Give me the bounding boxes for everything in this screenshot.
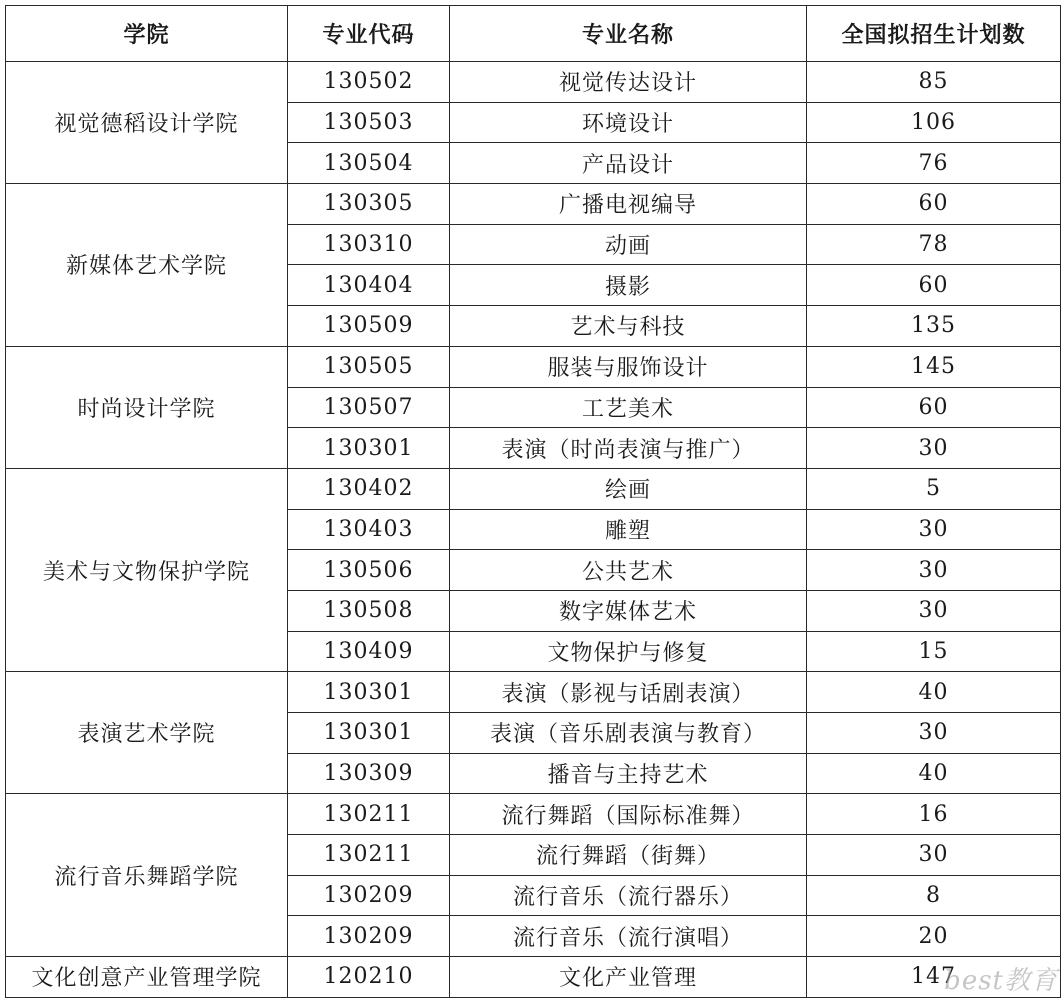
enrollment-count-cell: 30 xyxy=(807,509,1061,550)
major-name-cell: 表演（时尚表演与推广） xyxy=(450,428,807,469)
major-name-cell: 服装与服饰设计 xyxy=(450,346,807,387)
major-name-cell: 流行音乐（流行器乐） xyxy=(450,875,807,916)
major-name-cell: 播音与主持艺术 xyxy=(450,753,807,794)
enrollment-count-cell: 5 xyxy=(807,468,1061,509)
enrollment-count-cell: 106 xyxy=(807,102,1061,143)
enrollment-count-cell: 76 xyxy=(807,143,1061,184)
enrollment-count-cell: 60 xyxy=(807,184,1061,225)
college-cell: 美术与文物保护学院 xyxy=(6,468,288,671)
major-name-cell: 环境设计 xyxy=(450,102,807,143)
table-row xyxy=(6,794,1061,835)
major-name-cell: 艺术与科技 xyxy=(450,306,807,347)
major-code-cell: 130404 xyxy=(288,265,450,306)
table-row xyxy=(6,468,1061,509)
major-code-cell: 130403 xyxy=(288,509,450,550)
major-name-cell: 流行舞蹈（国际标准舞） xyxy=(450,794,807,835)
enrollment-count-cell: 147 xyxy=(807,957,1061,998)
enrollment-count-cell: 85 xyxy=(807,62,1061,103)
major-code-cell: 130504 xyxy=(288,143,450,184)
header-major-code: 专业代码 xyxy=(288,6,450,62)
major-code-cell: 130505 xyxy=(288,346,450,387)
college-cell: 文化创意产业管理学院 xyxy=(6,957,288,998)
enrollment-count-cell: 20 xyxy=(807,916,1061,957)
enrollment-count-cell: 8 xyxy=(807,875,1061,916)
major-name-cell: 文物保护与修复 xyxy=(450,631,807,672)
college-cell: 新媒体艺术学院 xyxy=(6,184,288,347)
table-row xyxy=(6,184,1061,225)
enrollment-count-cell: 40 xyxy=(807,672,1061,713)
major-code-cell: 130211 xyxy=(288,794,450,835)
major-code-cell: 130502 xyxy=(288,62,450,103)
major-name-cell: 文化产业管理 xyxy=(450,957,807,998)
major-name-cell: 广播电视编导 xyxy=(450,184,807,225)
major-name-cell: 流行舞蹈（街舞） xyxy=(450,835,807,876)
major-code-cell: 130209 xyxy=(288,916,450,957)
enrollment-count-cell: 30 xyxy=(807,428,1061,469)
enrollment-count-cell: 60 xyxy=(807,265,1061,306)
enrollment-count-cell: 78 xyxy=(807,224,1061,265)
enrollment-count-cell: 40 xyxy=(807,753,1061,794)
enrollment-count-cell: 30 xyxy=(807,550,1061,591)
major-code-cell: 130301 xyxy=(288,713,450,754)
major-code-cell: 130305 xyxy=(288,184,450,225)
enrollment-count-cell: 15 xyxy=(807,631,1061,672)
major-code-cell: 120210 xyxy=(288,957,450,998)
major-name-cell: 绘画 xyxy=(450,468,807,509)
major-code-cell: 130506 xyxy=(288,550,450,591)
major-code-cell: 130209 xyxy=(288,875,450,916)
major-code-cell: 130211 xyxy=(288,835,450,876)
header-enrollment-count: 全国拟招生计划数 xyxy=(807,6,1061,62)
major-name-cell: 公共艺术 xyxy=(450,550,807,591)
enrollment-count-cell: 135 xyxy=(807,306,1061,347)
major-name-cell: 表演（影视与话剧表演） xyxy=(450,672,807,713)
enrollment-count-cell: 30 xyxy=(807,590,1061,631)
header-row xyxy=(6,6,1061,62)
enrollment-count-cell: 60 xyxy=(807,387,1061,428)
table-row xyxy=(6,346,1061,387)
college-cell: 流行音乐舞蹈学院 xyxy=(6,794,288,957)
major-code-cell: 130409 xyxy=(288,631,450,672)
enrollment-count-cell: 145 xyxy=(807,346,1061,387)
enrollment-count-cell: 30 xyxy=(807,713,1061,754)
header-major-name: 专业名称 xyxy=(450,6,807,62)
enrollment-plan-table xyxy=(5,5,1061,998)
major-name-cell: 视觉传达设计 xyxy=(450,62,807,103)
college-cell: 表演艺术学院 xyxy=(6,672,288,794)
major-code-cell: 130509 xyxy=(288,306,450,347)
major-name-cell: 数字媒体艺术 xyxy=(450,590,807,631)
major-name-cell: 流行音乐（流行演唱） xyxy=(450,916,807,957)
major-code-cell: 130310 xyxy=(288,224,450,265)
major-code-cell: 130503 xyxy=(288,102,450,143)
major-code-cell: 130309 xyxy=(288,753,450,794)
major-code-cell: 130402 xyxy=(288,468,450,509)
major-code-cell: 130301 xyxy=(288,428,450,469)
major-name-cell: 表演（音乐剧表演与教育） xyxy=(450,713,807,754)
header-college: 学院 xyxy=(6,6,288,62)
major-code-cell: 130507 xyxy=(288,387,450,428)
major-name-cell: 摄影 xyxy=(450,265,807,306)
enrollment-count-cell: 16 xyxy=(807,794,1061,835)
college-cell: 时尚设计学院 xyxy=(6,346,288,468)
table-body xyxy=(6,62,1061,998)
watermark-logo: best教育 xyxy=(944,966,1058,996)
major-name-cell: 雕塑 xyxy=(450,509,807,550)
major-code-cell: 130301 xyxy=(288,672,450,713)
major-name-cell: 动画 xyxy=(450,224,807,265)
table-row xyxy=(6,62,1061,103)
major-code-cell: 130508 xyxy=(288,590,450,631)
major-name-cell: 工艺美术 xyxy=(450,387,807,428)
college-cell: 视觉德稻设计学院 xyxy=(6,62,288,184)
enrollment-count-cell: 30 xyxy=(807,835,1061,876)
table-row xyxy=(6,672,1061,713)
table-row xyxy=(6,957,1061,998)
major-name-cell: 产品设计 xyxy=(450,143,807,184)
